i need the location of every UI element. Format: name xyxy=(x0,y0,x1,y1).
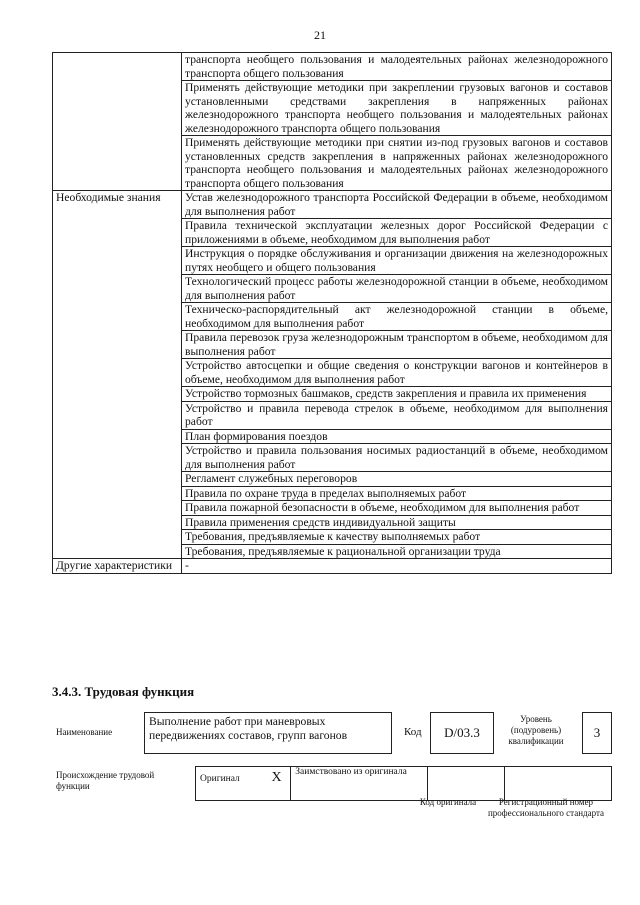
knowledge-cell: Технологический процесс работы железнодорожной станции в объеме, необходимом для выполнения работ xyxy=(182,275,612,303)
skill-cell: транспорта необщего пользования и малодеятельных районах железнодорожного транспорта общего пользования xyxy=(182,53,612,81)
table-row xyxy=(53,559,612,574)
original-label: Оригинал xyxy=(196,767,263,801)
function-code-box: D/03.3 xyxy=(430,712,494,754)
level-label: Уровень (подуровень) квалификации xyxy=(508,714,564,746)
code-original-cell xyxy=(427,767,504,801)
label-cell-empty xyxy=(53,53,182,191)
table-row xyxy=(53,191,612,219)
reg-number-label: Регистрационный номер профессионального стандарта xyxy=(487,797,605,818)
skill-cell: Применять действующие методики при закреплении грузовых вагонов и составов установленными средствами закрепления в напряженных районах железнодорожного транспорта необщего пользования и малодеятельных районах железнодорожного транспорта общего пользования xyxy=(182,81,612,136)
knowledge-cell: Устав железнодорожного транспорта Российской Федерации в объеме, необходимом для выполнения работ xyxy=(182,191,612,219)
origin-label: Происхождение трудовой функции xyxy=(56,770,155,791)
knowledge-cell: Устройство и правила пользования носимых радиостанций в объеме, необходимом для выполнения работ xyxy=(182,444,612,472)
knowledge-cell: Устройство тормозных башмаков, средств закрепления и правила их применения xyxy=(182,387,612,402)
knowledge-cell: Требования, предъявляемые к рациональной организации труда xyxy=(182,544,612,559)
knowledge-cell: Правила технической эксплуатации железных дорог Российской Федерации с приложениями в объеме, необходимом для выполнения работ xyxy=(182,219,612,247)
page-number: 21 xyxy=(314,28,326,42)
name-label: Наименование xyxy=(56,727,113,737)
level-value-box: 3 xyxy=(582,712,612,754)
skill-cell: Применять действующие методики при снятии из-под грузовых вагонов и составов установленных средств закрепления в напряженных районах железнодорожного транспорта необщего пользования и малодеятельных районах железнодорожного транспорта общего пользования xyxy=(182,136,612,191)
table-row xyxy=(196,767,612,801)
knowledge-cell: Правила пожарной безопасности в объеме, необходимом для выполнения работ xyxy=(182,501,612,516)
origin-block xyxy=(52,766,612,826)
knowledge-cell: Правила по охране труда в пределах выполняемых работ xyxy=(182,486,612,501)
original-mark: X xyxy=(263,767,291,801)
section-title: 3.4.3. Трудовая функция xyxy=(52,684,195,699)
borrowed-label: Заимствовано из оригинала xyxy=(291,767,428,801)
code-label: Код xyxy=(404,726,422,738)
knowledge-cell: Устройство и правила перевода стрелок в объеме, необходимом для выполнения работ xyxy=(182,401,612,429)
knowledge-cell: Регламент служебных переговоров xyxy=(182,472,612,487)
knowledge-table xyxy=(52,52,612,574)
other-label: Другие характеристики xyxy=(53,559,182,574)
knowledge-cell: Правила перевозок груза железнодорожным транспортом в объеме, необходимом для выполнения работ xyxy=(182,331,612,359)
function-header xyxy=(52,712,612,756)
function-name-box: Выполнение работ при маневровых передвижениях составов, групп вагонов xyxy=(144,712,392,754)
table-row xyxy=(53,53,612,81)
knowledge-cell: Устройство автосцепки и общие сведения о конструкции вагонов и контейнеров в объеме, необходимом для выполнения работ xyxy=(182,359,612,387)
knowledge-label: Необходимые знания xyxy=(53,191,182,559)
other-value: - xyxy=(182,559,612,574)
knowledge-cell: Правила применения средств индивидуальной защиты xyxy=(182,515,612,530)
knowledge-cell: Требования, предъявляемые к качеству выполняемых работ xyxy=(182,530,612,545)
knowledge-cell: Инструкция о порядке обслуживания и организации движения на железнодорожных путях необщего и общего пользования xyxy=(182,247,612,275)
reg-number-cell xyxy=(504,767,611,801)
code-original-label: Код оригинала xyxy=(419,797,477,807)
knowledge-cell: Техническо-распорядительный акт железнодорожной станции в объеме, необходимом для выполнения работ xyxy=(182,303,612,331)
origin-table xyxy=(195,766,612,801)
knowledge-cell: План формирования поездов xyxy=(182,429,612,444)
